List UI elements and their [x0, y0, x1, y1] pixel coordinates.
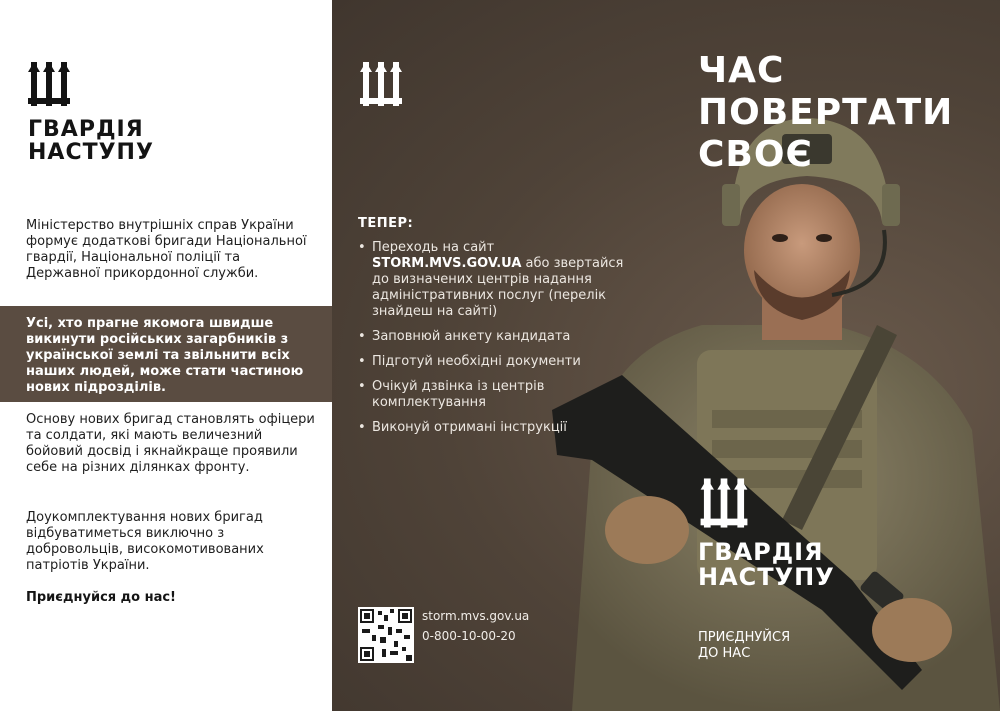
volunteers-paragraph: Доукомплектування нових бригад відбуватиметься виключно з добровольців, високомотивованих патріотів України.	[26, 510, 264, 573]
intro-paragraph: Міністерство внутрішніх справ України формує додаткові бригади Національної гвардії, Національної поліції та Державної прикордонної служби.	[26, 218, 307, 281]
brigades-paragraph: Основу нових бригад становлять офіцери та солдати, які мають величезний бойовий досвід і якнайкраще проявили себе на різних ділянках фронту.	[26, 412, 315, 475]
step-item	[358, 240, 628, 320]
headline-line-1: ЧАС	[698, 50, 785, 91]
join-cta-text: Приєднуйся до нас!	[26, 590, 176, 605]
brand-wordmark-large	[698, 540, 835, 590]
step-item: • Заповнюй анкету кандидата	[358, 329, 628, 345]
headline	[698, 50, 953, 176]
highlight-band	[0, 306, 332, 402]
brand-line-2: НАСТУПУ	[698, 563, 835, 592]
steps-list	[358, 240, 628, 445]
highlight-text: Усі, хто прагне якомога швидше викинути російських загарбників з української землі та звільнити всіх наших людей, може стати частиною нових підрозділів.	[26, 316, 304, 395]
phone-number[interactable]: 0-800-10-00-20	[422, 629, 516, 643]
step-1-pre: Переходь на сайт	[372, 240, 495, 255]
now-title: ТЕПЕР:	[358, 216, 414, 231]
join-line-2: ДО НАС	[698, 646, 751, 661]
step-item: • Очікуй дзвінка із центрів комплектування	[358, 379, 628, 411]
brand-wordmark	[28, 118, 154, 164]
join-line-1: ПРИЄДНУЙСЯ	[698, 630, 791, 645]
website-text[interactable]: storm.mvs.gov.ua	[422, 609, 530, 623]
qr-code-icon[interactable]	[358, 607, 414, 663]
step-item: • Підготуй необхідні документи	[358, 354, 628, 370]
step-item: • Виконуй отримані інструкції	[358, 420, 628, 436]
right-panel	[332, 0, 1000, 711]
join-us-text	[698, 630, 790, 662]
left-panel	[0, 0, 332, 711]
brand-line-1: ГВАРДІЯ	[698, 538, 824, 566]
headline-line-2: ПОВЕРТАТИ	[698, 92, 954, 133]
brand-logo-icon	[358, 58, 404, 110]
headline-line-3: СВОЄ	[698, 134, 813, 175]
brand-line-1: ГВАРДІЯ	[28, 117, 144, 142]
step-1-post: або звертайся до визначених центрів надання адміністративних послуг (перелік знайдеш на сайті)	[372, 256, 624, 319]
brand-logo-icon	[698, 474, 750, 532]
brand-line-2: НАСТУПУ	[28, 140, 154, 166]
website-link[interactable]: STORM.MVS.GOV.UA	[372, 256, 522, 271]
brand-logo-icon	[26, 58, 72, 110]
